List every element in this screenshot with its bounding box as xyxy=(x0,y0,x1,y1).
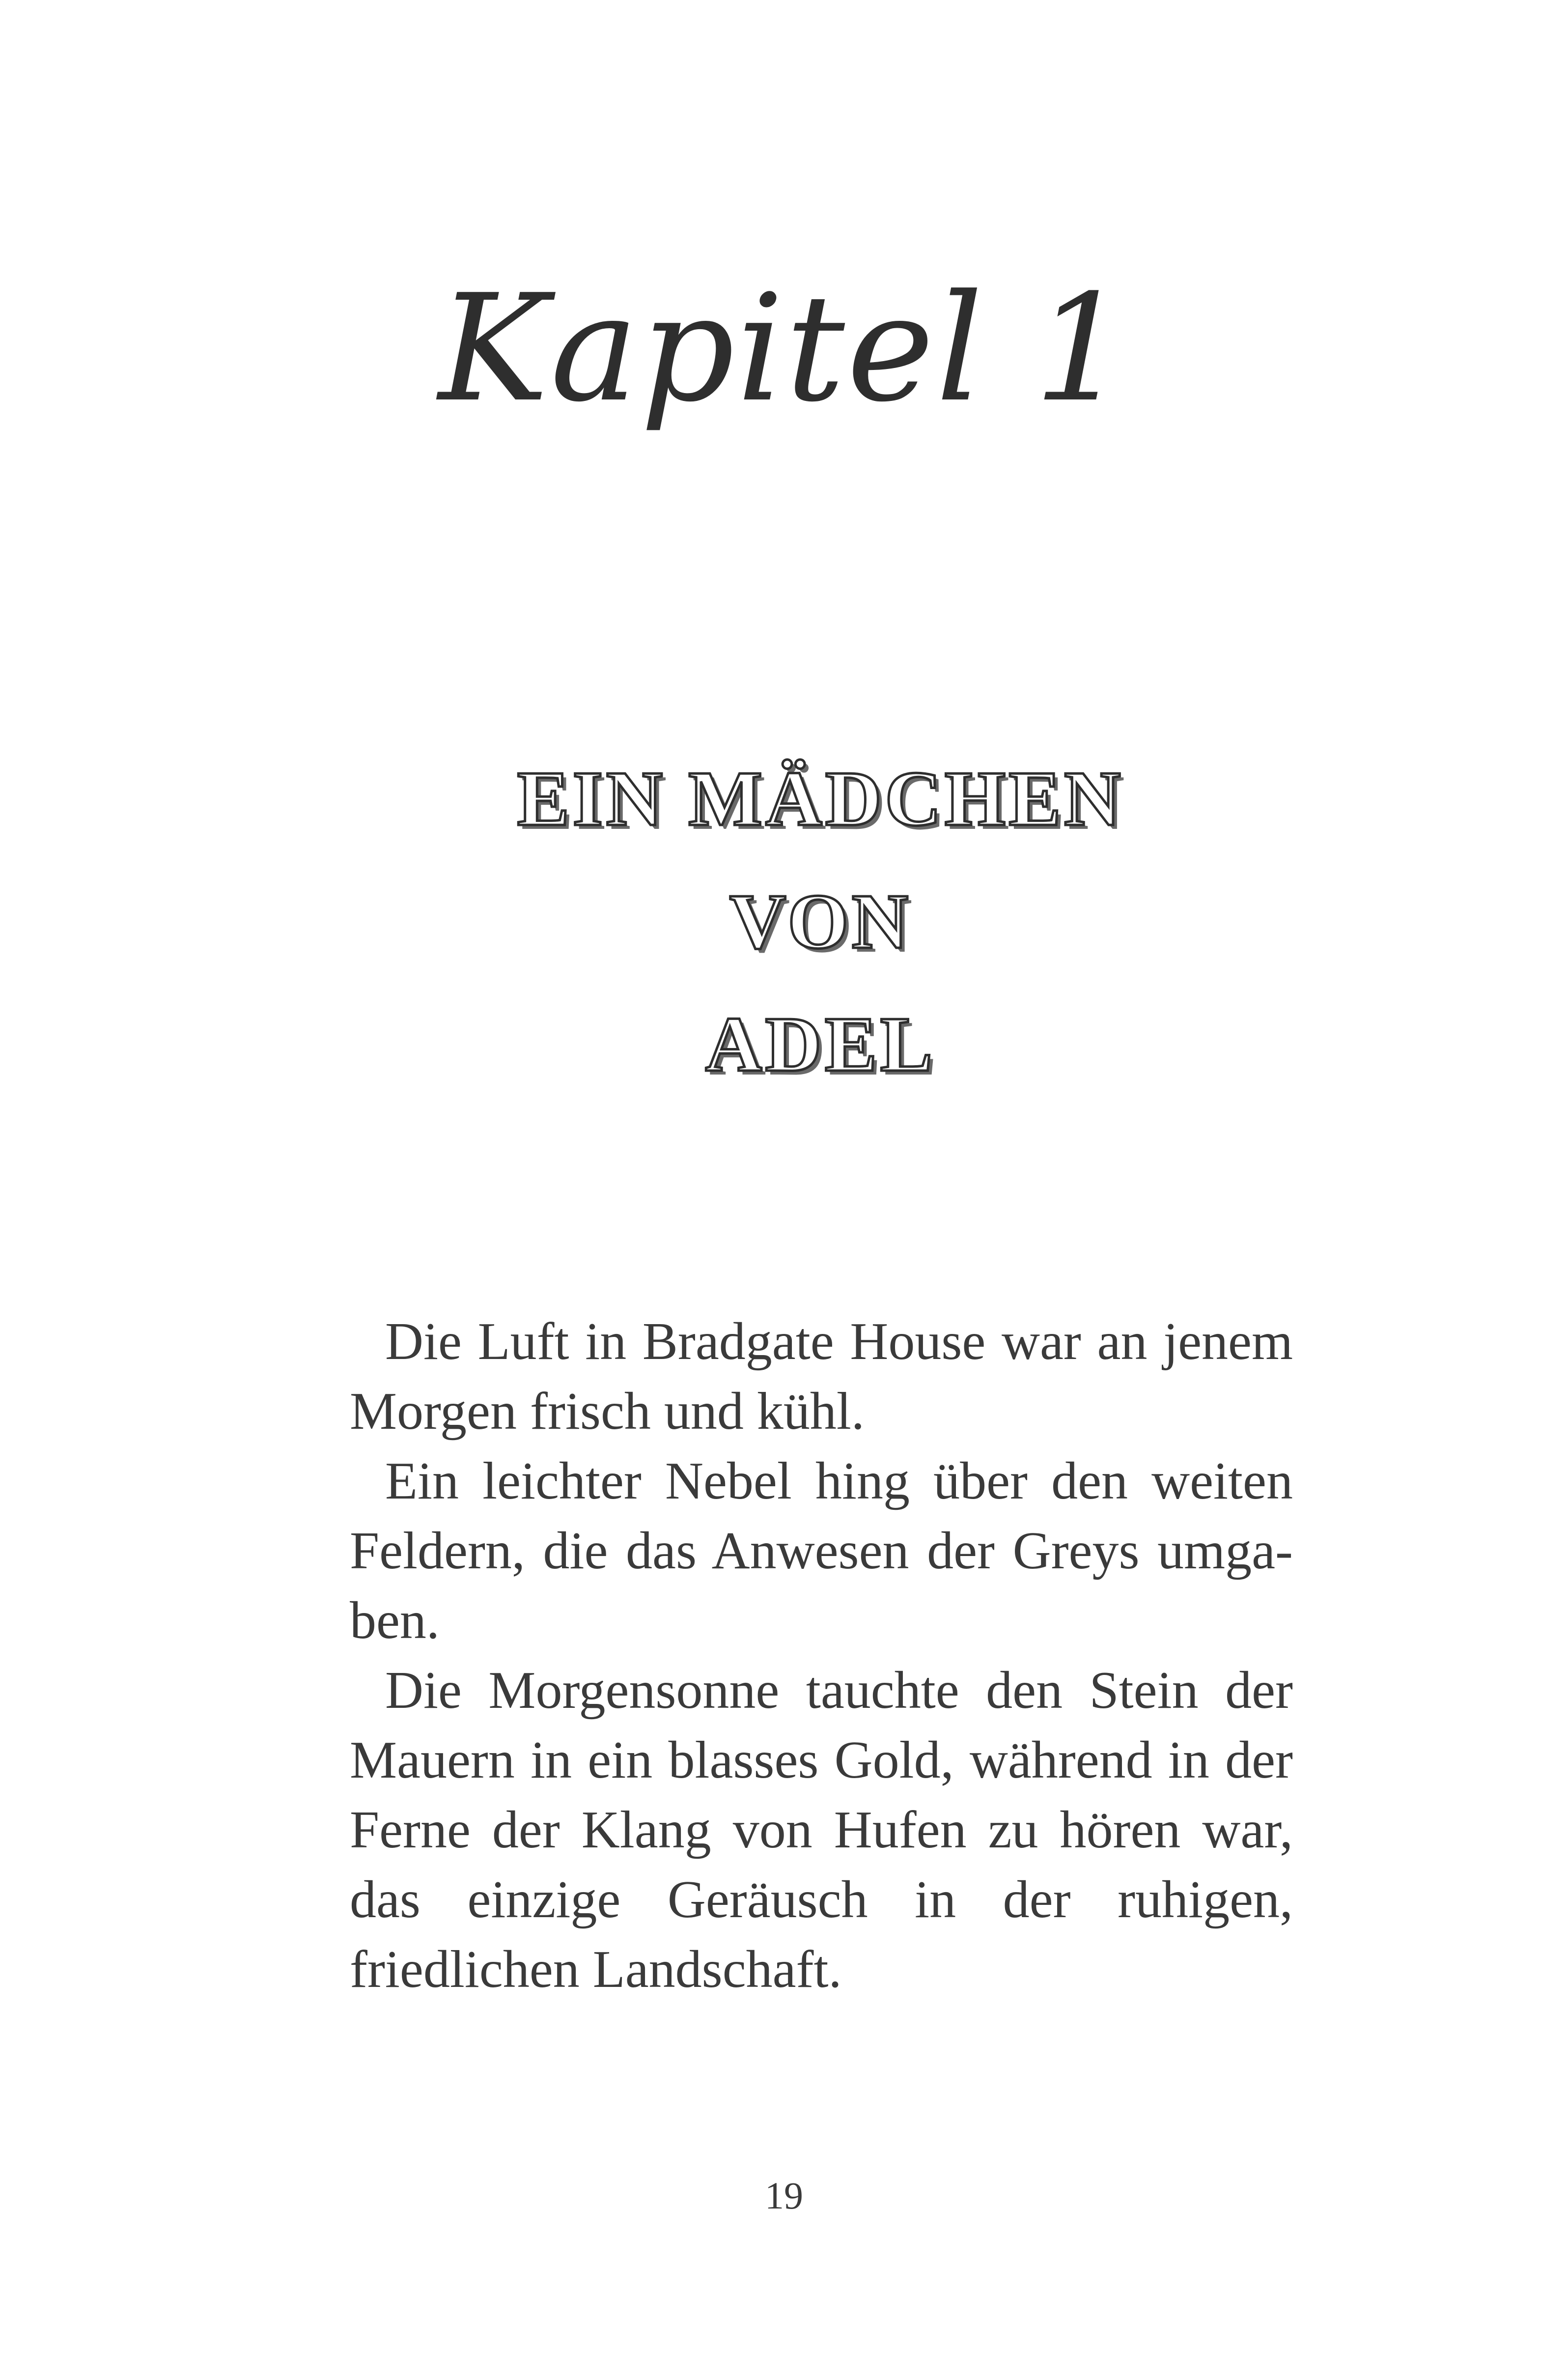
chapter-title-line-1: EIN MÄDCHEN VON xyxy=(517,755,1124,965)
body-text xyxy=(350,1307,1293,2005)
chapter-title-line-2: ADEL xyxy=(705,1000,936,1088)
paragraph-2: Ein leichter Nebel hing über den weiten Feldern, die das Anwesen der Greys umgaben. xyxy=(350,1452,1293,1650)
page-number: 19 xyxy=(765,2174,803,2217)
paragraph-3: Die Morgensonne tauchte den Stein der Mauern in ein blasses Gold, während in der Ferne der Klang von Hufen zu hören war, das einzige Geräusch in der ruhigen, friedlichen Landschaft. xyxy=(350,1661,1293,1999)
chapter-heading: Kapitel 1 xyxy=(438,263,1130,434)
chapter-title xyxy=(452,737,1189,1105)
paragraph-1: Die Luft in Bradgate House war an jenem Morgen frisch und kühl. xyxy=(350,1312,1293,1441)
